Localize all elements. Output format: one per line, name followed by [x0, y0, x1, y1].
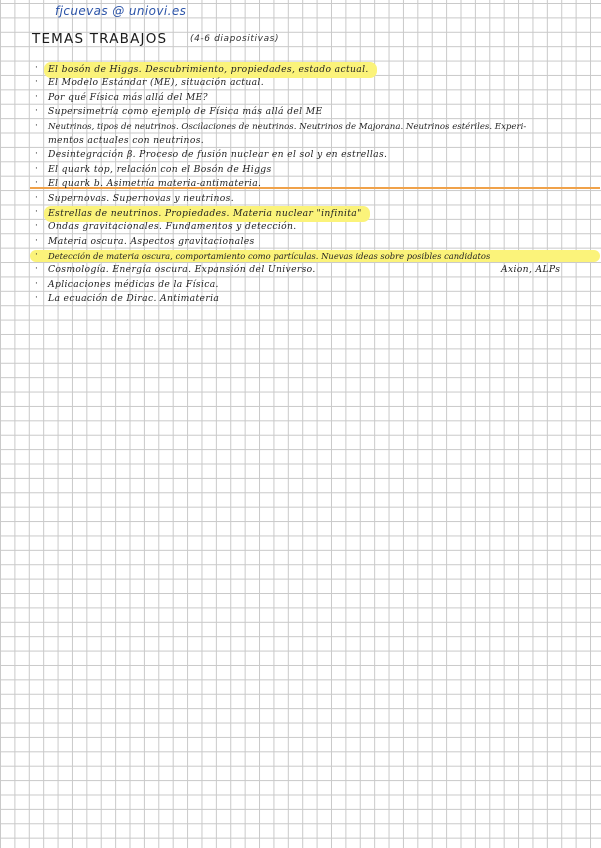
- topic-item: [30, 177, 600, 191]
- topic-item: [30, 249, 600, 263]
- side-note: Axion, ALPs: [501, 264, 561, 276]
- topic-item: [30, 62, 600, 76]
- bullet: ·: [35, 206, 39, 217]
- topic-item: [30, 120, 600, 134]
- topic-text: Neutrinos, tipos de neutrinos. Oscilaciones de neutrinos. Neutrinos de Majorana. Neutrinos estériles. Experi-: [48, 121, 527, 132]
- topic-text: Aplicaciones médicas de la Física.: [48, 278, 219, 290]
- bullet: ·: [35, 77, 39, 88]
- topic-text: Detección de materia oscura, comportamiento como partículas. Nuevas ideas sobre posibles candidatos: [48, 251, 491, 262]
- bullet: ·: [35, 178, 39, 189]
- bullet: ·: [35, 149, 39, 160]
- topic-item: [30, 76, 600, 90]
- topic-text: Supernovas. Supernovas y neutrinos.: [48, 192, 235, 204]
- bullet: ·: [35, 264, 39, 275]
- topic-text: El quark b. Asimetría materia-antimateria.: [48, 178, 262, 190]
- page-title: TEMAS TRABAJOS: [32, 31, 168, 47]
- topic-text: Desintegración β. Proceso de fusión nuclear en el sol y en estrellas.: [48, 149, 388, 161]
- bullet: ·: [35, 250, 39, 261]
- bullet: ·: [35, 106, 39, 117]
- topic-item: [30, 91, 600, 105]
- bullet: ·: [35, 278, 39, 289]
- bullet: ·: [35, 235, 39, 246]
- topic-text: mentos actuales con neutrinos.: [48, 134, 205, 146]
- topic-item: [30, 163, 600, 177]
- topic-item: [30, 278, 600, 292]
- topic-text: El quark top, relación con el Bosón de Higgs: [48, 163, 272, 175]
- topic-item: [30, 292, 600, 306]
- bullet: ·: [35, 221, 39, 232]
- topic-item: [30, 263, 600, 277]
- author-email: fjcuevas @ uniovi.es: [55, 4, 187, 18]
- bullet: ·: [35, 120, 39, 131]
- topic-text: Estrellas de neutrinos. Propiedades. Materia nuclear "infinita": [44, 206, 370, 222]
- topic-item: [30, 105, 600, 119]
- topic-item-continuation: [30, 134, 600, 148]
- topic-text: Supersimetría como ejemplo de Física más allá del ME: [48, 106, 323, 118]
- topic-list: [30, 62, 600, 307]
- bullet: ·: [35, 63, 39, 73]
- topic-item: [30, 148, 600, 162]
- topic-item: [30, 220, 600, 234]
- bullet: ·: [35, 91, 39, 102]
- bullet: ·: [35, 192, 39, 203]
- topic-item: [30, 206, 600, 220]
- topic-item: [30, 235, 600, 249]
- page-subtitle: (4-6 diapositivas): [190, 34, 280, 44]
- topic-text: Ondas gravitacionales. Fundamentos y detección.: [48, 221, 297, 233]
- topic-item: [30, 192, 600, 206]
- topic-text: Por qué Física más allá del ME?: [48, 91, 208, 103]
- topic-text: El Modelo Estándar (ME), situación actual.: [48, 77, 264, 89]
- topic-text: El bosón de Higgs. Descubrimiento, propiedades, estado actual.: [44, 62, 377, 78]
- bullet: ·: [35, 163, 39, 174]
- topic-text: La ecuación de Dirac. Antimateria: [48, 293, 220, 305]
- bullet: ·: [35, 293, 39, 304]
- topic-text: Cosmología. Energía oscura. Expansión del Universo.: [48, 264, 316, 276]
- topic-text: Materia oscura. Aspectos gravitacionales: [48, 235, 255, 247]
